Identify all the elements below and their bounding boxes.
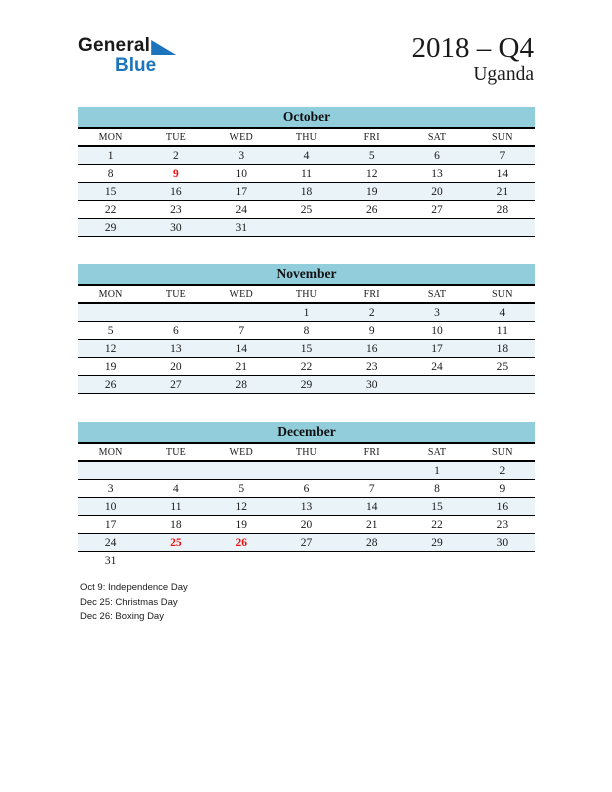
day-cell: 18 xyxy=(470,340,535,358)
quarter-title: 2018 – Q4 xyxy=(411,32,534,64)
region-title: Uganda xyxy=(473,64,534,86)
day-cell: 5 xyxy=(78,322,143,340)
day-cell: 31 xyxy=(104,554,117,567)
week-row xyxy=(78,183,535,201)
week-row xyxy=(78,340,535,358)
weekday-header: SAT xyxy=(404,444,469,461)
empty-cell xyxy=(209,303,274,322)
day-cell: 28 xyxy=(470,201,535,219)
week-row xyxy=(78,146,535,165)
day-cell: 14 xyxy=(209,340,274,358)
day-cell: 20 xyxy=(143,358,208,376)
legend-line: Dec 26: Boxing Day xyxy=(80,611,164,622)
day-cell: 28 xyxy=(339,534,404,552)
empty-cell xyxy=(78,461,143,480)
month-december xyxy=(78,422,535,569)
day-cell: 3 xyxy=(404,303,469,322)
day-cell: 15 xyxy=(404,498,469,516)
day-cell: 2 xyxy=(339,303,404,322)
day-cell: 7 xyxy=(470,146,535,165)
day-cell: 6 xyxy=(404,146,469,165)
october-calendar-table xyxy=(78,129,535,237)
header-titles xyxy=(412,32,534,87)
day-cell: 3 xyxy=(78,480,143,498)
weekday-header: FRI xyxy=(339,129,404,146)
day-cell: 23 xyxy=(470,516,535,534)
weekday-header: WED xyxy=(209,286,274,303)
legend-line: Dec 25: Christmas Day xyxy=(80,596,178,608)
day-cell: 13 xyxy=(274,498,339,516)
week-row xyxy=(78,480,535,498)
week-row xyxy=(78,358,535,376)
day-cell: 22 xyxy=(274,358,339,376)
day-cell: 11 xyxy=(470,322,535,340)
day-cell: 7 xyxy=(209,322,274,340)
day-cell: 21 xyxy=(470,183,535,201)
logo-triangle-icon xyxy=(151,40,176,55)
day-cell: 30 xyxy=(470,534,535,552)
day-cell: 9 xyxy=(470,480,535,498)
day-cell: 27 xyxy=(143,376,208,394)
month-title-label: December xyxy=(277,424,336,439)
day-cell: 13 xyxy=(143,340,208,358)
holiday-day-cell: 9 xyxy=(143,165,208,183)
empty-cell xyxy=(143,552,208,570)
day-cell: 2 xyxy=(143,146,208,165)
weekday-header: SAT xyxy=(404,286,469,303)
day-cell: 18 xyxy=(274,183,339,201)
day-cell: 27 xyxy=(274,534,339,552)
day-cell: 30 xyxy=(339,376,404,394)
week-row xyxy=(78,219,535,237)
november-calendar-table xyxy=(78,286,535,394)
day-cell: 23 xyxy=(339,358,404,376)
weekday-header: WED xyxy=(209,129,274,146)
day-cell: 31 xyxy=(209,219,274,237)
empty-cell xyxy=(470,376,535,394)
month-october xyxy=(78,107,535,237)
day-cell: 19 xyxy=(78,358,143,376)
day-cell: 10 xyxy=(78,498,143,516)
logo-text-blue: Blue xyxy=(115,55,157,76)
empty-cell xyxy=(404,552,469,570)
day-cell: 15 xyxy=(78,183,143,201)
weekday-header: SUN xyxy=(470,444,535,461)
day-cell: 30 xyxy=(143,219,208,237)
empty-cell xyxy=(470,552,535,570)
weekday-header: FRI xyxy=(339,286,404,303)
day-cell: 24 xyxy=(404,358,469,376)
empty-cell xyxy=(274,461,339,480)
day-cell: 24 xyxy=(78,534,143,552)
general-blue-logo xyxy=(78,36,176,75)
day-cell: 2 xyxy=(470,461,535,480)
day-cell: 24 xyxy=(209,201,274,219)
day-cell: 20 xyxy=(274,516,339,534)
empty-cell xyxy=(78,303,143,322)
weekday-header: MON xyxy=(78,444,143,461)
weekday-header: SAT xyxy=(404,129,469,146)
empty-cell xyxy=(143,303,208,322)
empty-cell xyxy=(339,552,404,570)
day-cell: 23 xyxy=(143,201,208,219)
week-row xyxy=(78,461,535,480)
day-cell: 17 xyxy=(209,183,274,201)
empty-cell xyxy=(339,461,404,480)
day-cell: 16 xyxy=(339,340,404,358)
week-row xyxy=(78,322,535,340)
day-cell: 4 xyxy=(143,480,208,498)
day-cell: 12 xyxy=(339,165,404,183)
day-cell: 7 xyxy=(339,480,404,498)
weekday-header: THU xyxy=(274,129,339,146)
empty-cell xyxy=(404,376,469,394)
day-cell: 12 xyxy=(209,498,274,516)
weekday-header: FRI xyxy=(339,444,404,461)
week-row xyxy=(78,498,535,516)
week-row xyxy=(78,376,535,394)
day-cell: 5 xyxy=(339,146,404,165)
day-cell: 9 xyxy=(339,322,404,340)
empty-cell xyxy=(274,552,339,570)
weekday-header: SUN xyxy=(470,286,535,303)
day-cell: 8 xyxy=(404,480,469,498)
day-cell: 8 xyxy=(78,165,143,183)
empty-cell xyxy=(470,219,535,237)
week-row xyxy=(78,534,535,552)
month-title xyxy=(78,422,535,444)
empty-cell xyxy=(209,461,274,480)
weekday-header: THU xyxy=(274,286,339,303)
day-cell: 10 xyxy=(209,165,274,183)
holiday-day-cell: 26 xyxy=(209,534,274,552)
holiday-day-cell: 25 xyxy=(143,534,208,552)
week-row xyxy=(78,516,535,534)
month-title xyxy=(78,264,535,286)
holiday-legend xyxy=(80,581,188,625)
day-cell: 14 xyxy=(470,165,535,183)
day-cell: 6 xyxy=(143,322,208,340)
day-cell: 4 xyxy=(470,303,535,322)
week-row xyxy=(78,303,535,322)
month-november xyxy=(78,264,535,394)
day-cell: 1 xyxy=(404,461,469,480)
day-cell: 20 xyxy=(404,183,469,201)
weekday-header: MON xyxy=(78,286,143,303)
day-cell: 26 xyxy=(78,376,143,394)
day-cell: 8 xyxy=(274,322,339,340)
week-row xyxy=(78,201,535,219)
day-cell: 22 xyxy=(404,516,469,534)
day-cell: 25 xyxy=(470,358,535,376)
day-cell: 1 xyxy=(78,146,143,165)
weekday-header: THU xyxy=(274,444,339,461)
empty-cell xyxy=(339,219,404,237)
day-cell: 21 xyxy=(339,516,404,534)
weekday-header: TUE xyxy=(143,444,208,461)
legend-line: Oct 9: Independence Day xyxy=(80,582,188,593)
day-cell: 21 xyxy=(209,358,274,376)
logo-text-general: General xyxy=(78,35,151,56)
day-cell: 6 xyxy=(274,480,339,498)
day-cell: 19 xyxy=(209,516,274,534)
day-cell: 10 xyxy=(404,322,469,340)
day-cell: 17 xyxy=(78,516,143,534)
weekday-header: SUN xyxy=(470,129,535,146)
empty-cell xyxy=(404,219,469,237)
weekday-header: MON xyxy=(78,129,143,146)
empty-cell xyxy=(274,219,339,237)
weekday-header: TUE xyxy=(143,286,208,303)
day-cell: 13 xyxy=(404,165,469,183)
day-cell: 22 xyxy=(78,201,143,219)
day-cell: 12 xyxy=(78,340,143,358)
day-cell: 29 xyxy=(404,534,469,552)
day-cell: 3 xyxy=(209,146,274,165)
month-title xyxy=(78,107,535,129)
weekday-header: TUE xyxy=(143,129,208,146)
day-cell: 27 xyxy=(404,201,469,219)
empty-cell xyxy=(143,461,208,480)
empty-cell xyxy=(209,552,274,570)
day-cell: 1 xyxy=(274,303,339,322)
day-cell: 29 xyxy=(78,219,143,237)
month-title-label: October xyxy=(282,109,331,124)
december-calendar-table xyxy=(78,444,535,569)
day-cell: 19 xyxy=(339,183,404,201)
day-cell: 11 xyxy=(274,165,339,183)
day-cell: 25 xyxy=(274,201,339,219)
day-cell: 16 xyxy=(470,498,535,516)
day-cell: 29 xyxy=(274,376,339,394)
day-cell: 18 xyxy=(143,516,208,534)
week-row xyxy=(78,552,535,570)
weekday-header: WED xyxy=(209,444,274,461)
day-cell: 14 xyxy=(339,498,404,516)
day-cell: 4 xyxy=(274,146,339,165)
day-cell: 17 xyxy=(404,340,469,358)
week-row xyxy=(78,165,535,183)
day-cell: 16 xyxy=(143,183,208,201)
day-cell: 28 xyxy=(209,376,274,394)
day-cell: 5 xyxy=(209,480,274,498)
day-cell: 26 xyxy=(339,201,404,219)
day-cell: 15 xyxy=(274,340,339,358)
month-title-label: November xyxy=(276,266,337,281)
day-cell: 11 xyxy=(143,498,208,516)
